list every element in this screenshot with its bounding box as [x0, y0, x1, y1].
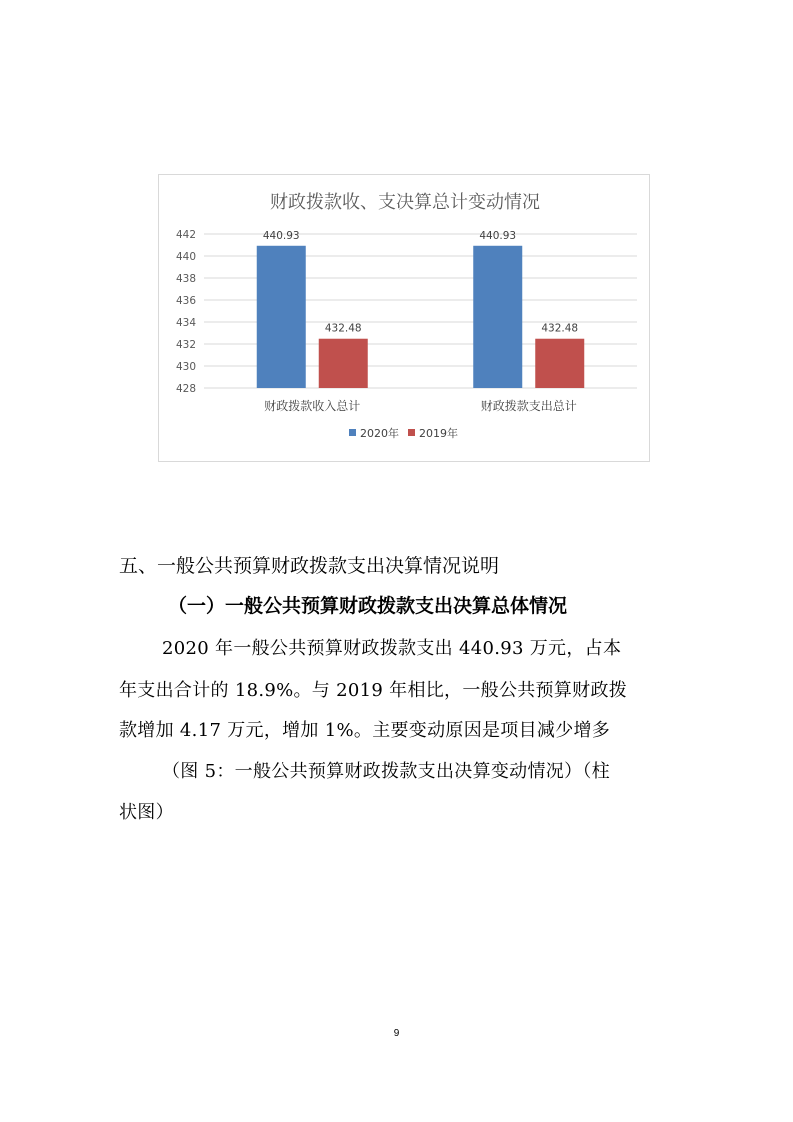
- bar: [535, 339, 584, 388]
- bar: [473, 246, 522, 388]
- paragraph-line: 年支出合计的 18.9%。与 2019 年相比，一般公共预算财政拨: [119, 680, 628, 701]
- legend-label: 2019年: [419, 427, 458, 440]
- legend-label: 2020年: [360, 427, 399, 440]
- y-tick-label: 436: [175, 295, 196, 307]
- bar-chart: [159, 175, 651, 463]
- chart-title: 财政拨款收、支决算总计变动情况: [270, 192, 540, 213]
- y-tick-label: 428: [175, 383, 196, 395]
- y-tick-label: 432: [175, 339, 196, 351]
- page-number: 9: [393, 1028, 400, 1039]
- data-label: 440.93: [262, 229, 300, 242]
- y-tick-label: 438: [175, 273, 196, 285]
- paragraph-line: 状图）: [119, 802, 174, 823]
- bar: [257, 246, 306, 388]
- section-subheading: （一）一般公共预算财政拨款支出决算总体情况: [168, 595, 568, 617]
- data-label: 440.93: [479, 229, 517, 242]
- legend-swatch: [349, 429, 356, 436]
- section-heading: 五、一般公共预算财政拨款支出决算情况说明: [119, 555, 500, 577]
- x-tick-label: 财政拨款收入总计: [264, 399, 361, 413]
- bar: [319, 339, 368, 388]
- legend-swatch: [408, 429, 415, 436]
- data-label: 432.48: [541, 322, 579, 335]
- y-tick-label: 434: [175, 317, 196, 329]
- x-tick-label: 财政拨款支出总计: [480, 399, 577, 413]
- y-tick-label: 440: [175, 251, 196, 263]
- chart-container: [158, 174, 650, 462]
- paragraph-line: （图 5：一般公共预算财政拨款支出决算变动情况）（柱: [162, 761, 610, 782]
- paragraph-line: 款增加 4.17 万元，增加 1%。主要变动原因是项目减少增多: [119, 720, 611, 741]
- y-tick-label: 430: [175, 361, 196, 373]
- paragraph-line: 2020 年一般公共预算财政拨款支出 440.93 万元，占本: [162, 638, 622, 659]
- y-tick-label: 442: [175, 229, 196, 241]
- data-label: 432.48: [324, 322, 362, 335]
